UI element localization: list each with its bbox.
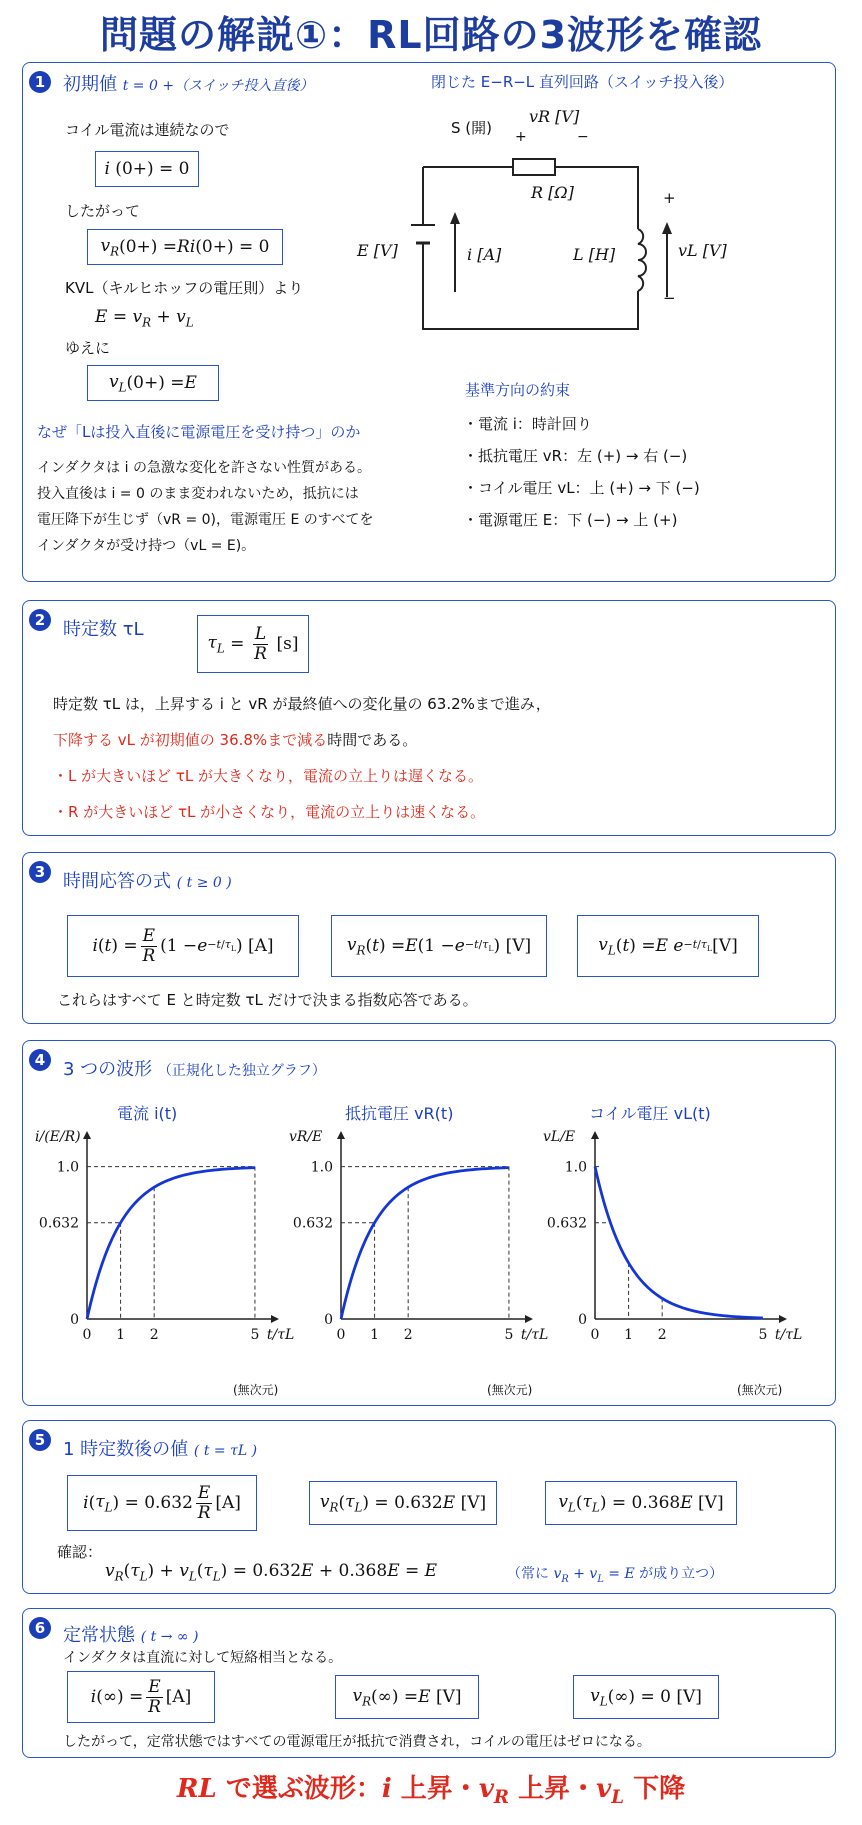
y-tick-label: 0 [578,1312,587,1328]
vr-minus: − [577,129,589,145]
chart-title-i: 電流 i(t) [117,1104,178,1123]
y-axis-arrow [337,1131,345,1139]
x-tick-label: 5 [758,1327,768,1343]
text-rest: 時間である。 [327,731,418,749]
check-note: （常に $v_R + v_L = E$ が成り立つ） [507,1566,724,1585]
response-curve [87,1168,255,1319]
text-highlight: 下降する vL が初期値の 36.8%まで減る [53,731,328,749]
steady-title-sub: ( t → ∞ ) [140,1629,199,1645]
x-axis-arrow [525,1315,533,1323]
x-tick-label: 5 [504,1327,514,1343]
vl-plus: + [663,189,676,207]
circuit-title: 閉じた E−R−L 直列回路（スイッチ投入後） [431,73,734,91]
vl-arrow-head [662,222,672,234]
response-title: 時間応答の式 [63,871,171,892]
x-tick-label: 0 [590,1327,600,1343]
text-line [53,729,417,750]
vl-minus: − [663,289,676,307]
eq-i-inf: i (∞) = $\frac{E}{R}$ [A] [67,1671,215,1723]
why-line: 投入直後は i = 0 のまま変われないため，抵抗には [37,486,359,502]
i-label: i [A] [467,245,502,264]
convention-item: ・電源電圧 E：下 (−) → 上 (+) [463,511,678,529]
section-number-6: 6 [29,1617,51,1639]
section-number-2: 2 [29,609,51,631]
eq-vr-tau: $v_R$ ( $\tau_L$ ) = 0.632 E [V] [309,1481,497,1525]
convention-item: ・抵抗電圧 vR：左 (+) → 右 (−) [463,447,688,465]
section-number-4: 4 [29,1049,51,1071]
section-title-4 [63,1055,326,1081]
eq-vl-tau: $v_L$ ( $\tau_L$ ) = 0.368 E [V] [545,1481,737,1525]
chart-title-vr: 抵抗電圧 vR(t) [345,1104,454,1123]
eq-vl-t: $v_L$ ( t ) = E e $-t/\tau_L$ [V] [577,915,759,977]
response-curve [595,1167,763,1318]
y-tick-label: 0.632 [292,1215,333,1232]
eq-tau: $\tau_L$ = $\frac{L}{R}$ [s] [197,615,309,673]
summary-banner: RL で選ぶ波形：i 上昇・$v_R$ 上昇・$v_L$ 下降 [176,1774,686,1809]
eq-vr0: $v_R$ (0+) = Ri (0+) = 0 [87,229,283,265]
response-title-sub: ( t ≥ 0 ) [176,875,232,891]
x-tick-label: 0 [336,1327,346,1343]
section-number-5: 5 [29,1429,51,1451]
text-line: したがって [65,202,141,220]
waveform-title-sub: （正規化した独立グラフ） [157,1063,326,1079]
x-tick-label: 2 [149,1327,159,1343]
eq-i-t: i ( t ) = $\frac{E}{R}$ (1 − e $-t/\tau_L$ ) [A] [67,915,299,977]
x-axis-arrow [271,1315,279,1323]
text-line: ゆえに [65,339,111,357]
response-curve [341,1168,509,1319]
eq-vl-inf: $v_L$ (∞) = 0 [V] [573,1675,719,1719]
chart-resistor-voltage [285,1129,549,1379]
panel-waveforms [22,1040,836,1406]
x-axis-label: t/τL [774,1327,803,1343]
chart-inductor-voltage [539,1129,803,1379]
y-axis-label: i/(E/R) [35,1129,81,1145]
circuit-diagram [363,97,783,337]
x-tick-label: 2 [657,1327,667,1343]
x-axis-arrow [779,1315,787,1323]
initial-title: 初期値 [63,74,117,95]
panel-time-constant [22,600,836,836]
section-title-3 [63,867,232,893]
waveform-title: 3 つの波形 [63,1059,153,1080]
text-line: 時定数 τL は，上昇する i と vR が最終値への変化量の 63.2%まで進み， [53,695,551,713]
x-tick-label: 1 [370,1327,380,1343]
check-equation: $v_R(\tau_L) + v_L(\tau_L) = 0.632E + 0.368E = E$ [105,1561,438,1584]
one-tau-title-sub: ( t = τL ) [193,1443,258,1459]
eq-i0: i (0+) = 0 [95,151,199,187]
y-axis-arrow [83,1131,91,1139]
text-line: これらはすべて E と時定数 τL だけで決まる指数応答である。 [57,991,478,1009]
y-tick-label: 1.0 [564,1159,587,1176]
vl-label: vL [V] [678,241,727,260]
r-label: R [Ω] [531,183,574,202]
x-axis-label: t/τL [266,1327,295,1343]
section-title-1 [63,70,314,96]
unit-label: (無次元) [233,1383,279,1397]
text-line: ・L が大きいほど τL が大きくなり，電流の立上りは遅くなる。 [53,767,484,785]
panel-initial-values [22,62,836,582]
text-line: KVL（キルヒホッフの電圧則）より [65,279,304,297]
section-title-5 [63,1435,257,1461]
convention-item: ・電流 i：時計回り [463,415,592,433]
y-axis-arrow [591,1131,599,1139]
y-tick-label: 0.632 [38,1215,79,1232]
y-tick-label: 0 [70,1312,79,1328]
x-tick-label: 1 [116,1327,126,1343]
section-number-1: 1 [29,71,51,93]
steady-title: 定常状態 [63,1625,135,1646]
panel-time-response [22,852,836,1024]
panel-one-time-constant [22,1420,836,1594]
text-line: ・R が大きいほど τL が小さくなり，電流の立上りは速くなる。 [53,803,486,821]
section-number-3: 3 [29,861,51,883]
y-tick-label: 1.0 [310,1159,333,1176]
text-line: インダクタは直流に対して短絡相当となる。 [63,1650,343,1666]
initial-title-sub: t = 0 +（スイッチ投入直後） [122,78,314,94]
eq-i-tau: i ( $\tau_L$ ) = 0.632 $\frac{E}{R}$ [A] [67,1475,257,1531]
y-axis-label: vR/E [289,1129,323,1145]
x-tick-label: 1 [624,1327,634,1343]
page-title [0,4,862,59]
eq-vl0: $v_L$ (0+) = E [87,365,219,401]
why-title: なぜ「Lは投入直後に電源電圧を受け持つ」のか [37,423,361,441]
x-axis-label: t/τL [520,1327,549,1343]
switch-label: S (開) [451,119,492,137]
resistor-symbol [513,159,555,175]
why-line: インダクタが受け持つ（vL = E)。 [37,538,256,554]
y-tick-label: 1.0 [56,1159,79,1176]
eq-vr-t: $v_R$ ( t ) = E (1 − e $-t/\tau_L$ ) [V] [331,915,547,977]
convention-item: ・コイル電圧 vL：上 (+) → 下 (−) [463,479,700,497]
x-tick-label: 0 [82,1327,92,1343]
unit-label: (無次元) [737,1383,783,1397]
chart-title-vl: コイル電圧 vL(t) [589,1104,711,1123]
convention-title: 基準方向の約束 [465,381,571,399]
why-line: インダクタは i の急激な変化を許さない性質がある。 [37,460,371,476]
y-tick-label: 0 [324,1312,333,1328]
inductor-symbol [638,229,646,291]
text-line: コイル電流は連続なので [65,121,230,139]
text-line: したがって，定常状態ではすべての電源電圧が抵抗で消費され，コイルの電圧はゼロになる。 [63,1734,651,1750]
vr-label: vR [V] [529,107,580,126]
one-tau-title: 1 時定数後の値 [63,1439,189,1460]
why-line: 電圧降下が生じず（vR = 0)，電源電圧 E のすべてを [37,512,374,528]
eq-vr-inf: $v_R$ (∞) = E [V] [335,1675,479,1719]
e-label: E [V] [357,241,398,260]
eq-kvl: $E = v_R + v_L$ [95,307,194,330]
chart-current [31,1129,295,1379]
unit-label: (無次元) [487,1383,533,1397]
l-label: L [H] [573,245,616,264]
x-tick-label: 5 [250,1327,260,1343]
x-tick-label: 2 [403,1327,413,1343]
vr-plus: + [515,129,527,145]
page-title-text: 問題の解説①：RL回路の3波形を確認 [99,13,763,57]
y-tick-label: 0.632 [546,1215,587,1232]
current-arrow-head [450,212,460,224]
section-title-2: 時定数 τL [63,619,144,640]
panel-steady-state [22,1608,836,1758]
section-title-6 [63,1621,198,1647]
check-label: 確認： [57,1543,103,1561]
y-axis-label: vL/E [543,1129,576,1145]
